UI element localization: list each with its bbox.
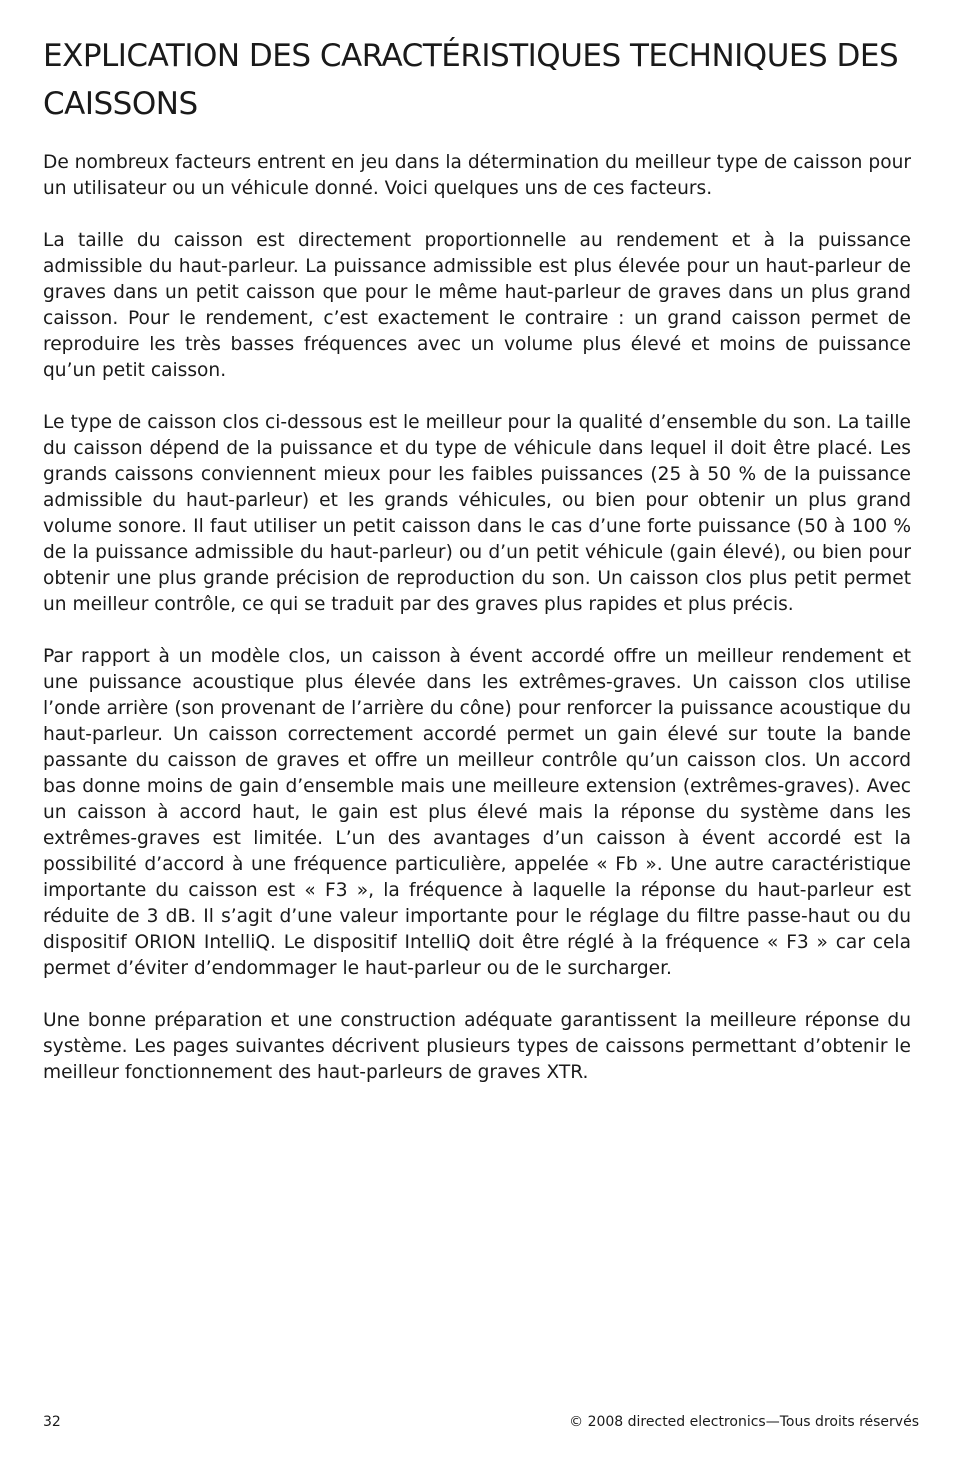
paragraph-box-size: La taille du caisson est directement proportionnelle au rendement et à la puissance admissible du haut-parleur. La puissance admissible est plus élevée pour un haut-parleur de graves dans un petit caisson que pour le même haut-parleur de graves dans un plus grand caisson. Pour le rendement, c’est exactement le contraire : un grand caisson permet de reproduire les très basses fréquences avec un volume plus élevé et moins de puissance qu’un petit caisson. — [43, 230, 911, 381]
copyright-notice: © 2008 directed electronics—Tous droits réservés — [569, 1414, 919, 1430]
document-page — [43, 0, 919, 1475]
paragraph-conclusion: Une bonne préparation et une construction adéquate garantissent la meilleure réponse du système. Les pages suivantes décrivent plusieurs types de caissons permettant d’obtenir le meilleur fonctionnement des haut-parleurs de graves XTR. — [43, 1010, 911, 1083]
page-number: 32 — [43, 1414, 61, 1430]
paragraph-vented-box: Par rapport à un modèle clos, un caisson à évent accordé offre un meilleur rendement et une puissance acoustique plus élevée dans les extrêmes-graves. Un caisson clos utilise l’onde arrière (son provenant de l’arrière du cône) pour renforcer la puissance acoustique du haut-parleur. Un caisson correctement accordé permet un gain élevé sur toute la bande passante du caisson de graves et offre un meilleur contrôle qu’un caisson clos. Un accord bas donne moins de gain d’ensemble mais une meilleure extension (extrêmes-graves). Avec un caisson à accord haut, le gain est plus élevé mais la réponse du système dans les extrêmes-graves est limitée. L’un des avantages d’un caisson à évent accordé est la possibilité d’accord à une fréquence particulière, appelée « Fb ». Une autre caractéristique importante du caisson est « F3 », la fréquence à laquelle la réponse du haut-parleur est réduite de 3 dB. Il s’agit d’une valeur importante pour le réglage du filtre passe-haut ou du dispositif ORION IntelliQ. Le dispositif IntelliQ doit être réglé à la fréquence « F3 » car cela permet d’éviter d’endommager le haut-parleur ou de le surcharger. — [43, 646, 911, 979]
paragraph-sealed-box: Le type de caisson clos ci-dessous est le meilleur pour la qualité d’ensemble du son. La taille du caisson dépend de la puissance et du type de véhicule dans lequel il doit être placé. Les grands caissons conviennent mieux pour les faibles puissances (25 à 50 % de la puissance admissible du haut-parleur) et les grands véhicules, ou bien pour obtenir un plus grand volume sonore. Il faut utiliser un petit caisson dans le cas d’une forte puissance (50 à 100 % de la puissance admissible du haut-parleur) ou d’un petit véhicule (gain élevé), ou bien pour obtenir une plus grande précision de reproduction du son. Un caisson clos plus petit permet un meilleur contrôle, ce qui se traduit par des graves plus rapides et plus précis. — [43, 412, 911, 615]
page-title: EXPLICATION DES CARACTÉRISTIQUES TECHNIQUES DES CAISSONS — [43, 38, 899, 122]
paragraph-intro: De nombreux facteurs entrent en jeu dans la détermination du meilleur type de caisson pour un utilisateur ou un véhicule donné. Voici quelques uns de ces facteurs. — [43, 152, 911, 199]
body-text — [43, 150, 911, 1112]
